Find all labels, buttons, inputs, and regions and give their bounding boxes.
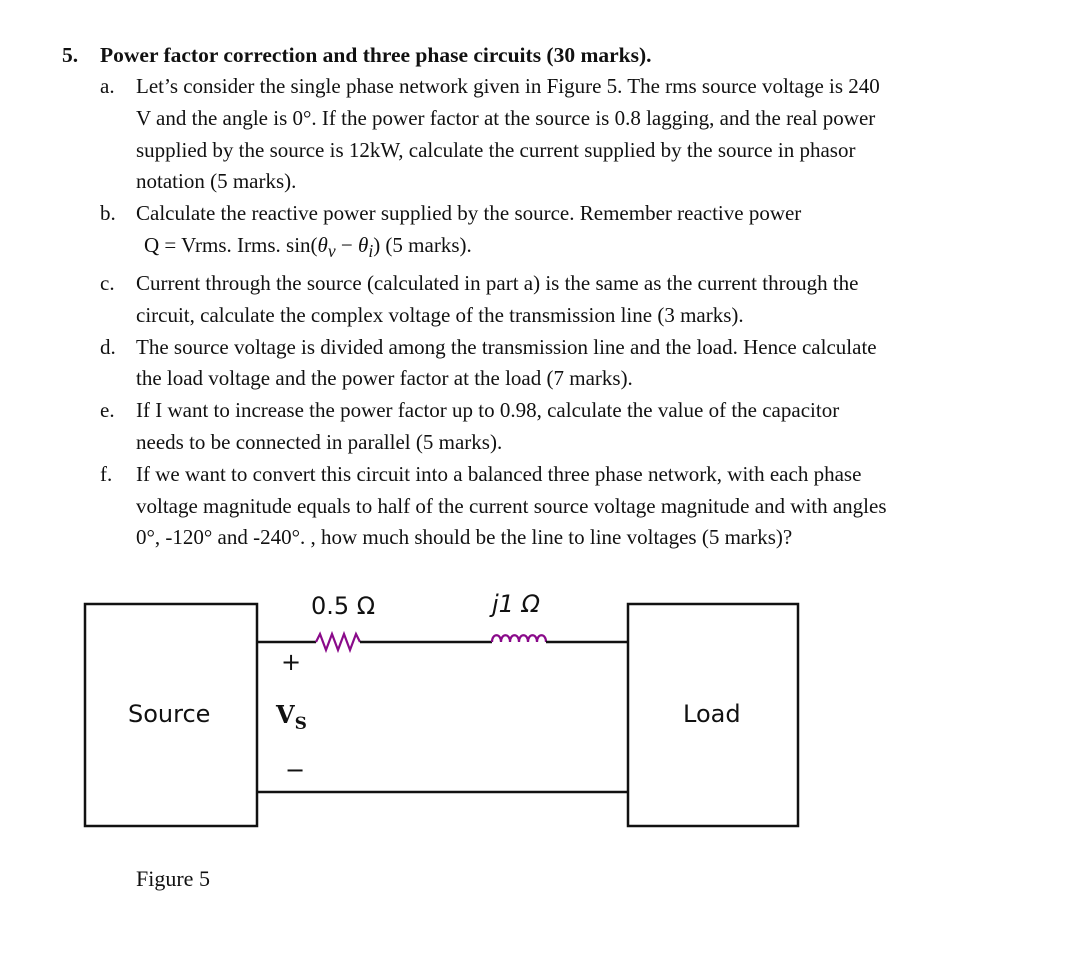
theta-i-sub: i bbox=[368, 241, 374, 262]
plus-sign: + bbox=[281, 648, 302, 676]
part-a-line-2: V and the angle is 0°. If the power factor at the source is 0.8 lagging, and the real power bbox=[136, 105, 876, 130]
minus-sign: − bbox=[285, 756, 306, 784]
question-parts bbox=[62, 71, 1022, 554]
part-c-line-1: Current through the source (calculated in part a) is the same as the current through the bbox=[136, 270, 859, 295]
formula-suffix: ) (5 marks). bbox=[373, 232, 472, 257]
part-d-line-1: The source voltage is divided among the transmission line and the load. Hence calculate bbox=[136, 334, 877, 359]
part-a-line-3: supplied by the source is 12kW, calculate the current supplied by the source in phasor bbox=[136, 137, 856, 162]
theta-v: θ bbox=[317, 232, 328, 257]
figure-caption: Figure 5 bbox=[136, 866, 210, 891]
vs-main: V bbox=[276, 700, 295, 729]
question-title bbox=[62, 40, 1022, 71]
circuit-diagram bbox=[0, 560, 1073, 966]
part-f-line-2: voltage magnitude equals to half of the current source voltage magnitude and with angles bbox=[136, 493, 887, 518]
part-d bbox=[62, 332, 1022, 396]
part-f bbox=[62, 459, 1022, 554]
source-voltage-label bbox=[276, 700, 307, 734]
part-letter: c. bbox=[100, 270, 115, 295]
load-label: Load bbox=[683, 700, 741, 728]
formula-prefix: Q = Vrms. Irms. sin( bbox=[144, 232, 318, 257]
part-e-line-2: needs to be connected in parallel (5 marks). bbox=[136, 429, 503, 454]
part-a bbox=[62, 71, 1022, 198]
inductor-symbol bbox=[492, 635, 546, 642]
figure-5-circuit bbox=[0, 560, 1073, 966]
question-5 bbox=[62, 40, 1022, 554]
part-letter: f. bbox=[100, 461, 113, 486]
vs-sub: S bbox=[294, 714, 307, 734]
theta-v-sub: v bbox=[327, 241, 336, 262]
resistor-label: 0.5 Ω bbox=[311, 592, 376, 620]
resistor-symbol bbox=[316, 634, 360, 650]
part-f-line-1: If we want to convert this circuit into a balanced three phase network, with each phase bbox=[136, 461, 862, 486]
part-e bbox=[62, 395, 1022, 459]
part-c bbox=[62, 268, 1022, 332]
question-title-text: Power factor correction and three phase circuits (30 marks). bbox=[100, 43, 652, 67]
question-number: 5. bbox=[62, 43, 79, 67]
part-f-line-3: 0°, -120° and -240°. , how much should be the line to line voltages (5 marks)? bbox=[136, 525, 793, 550]
part-a-line-1: Let’s consider the single phase network given in Figure 5. The rms source voltage is 240 bbox=[136, 74, 880, 98]
theta-i: θ bbox=[357, 232, 369, 257]
part-letter: e. bbox=[100, 398, 115, 423]
part-letter: b. bbox=[100, 201, 116, 226]
inductor-label: j1 Ω bbox=[492, 590, 540, 618]
part-c-line-2: circuit, calculate the complex voltage of the transmission line (3 marks). bbox=[136, 302, 744, 327]
part-a-line-4: notation (5 marks). bbox=[136, 169, 297, 194]
reactive-power-formula bbox=[136, 230, 1022, 268]
part-e-line-1: If I want to increase the power factor up to 0.98, calculate the value of the capacitor bbox=[136, 398, 840, 423]
part-b-line-1: Calculate the reactive power supplied by the source. Remember reactive power bbox=[136, 201, 802, 226]
formula-minus: − bbox=[335, 232, 358, 257]
part-letter: a. bbox=[100, 74, 115, 98]
part-letter: d. bbox=[100, 334, 116, 359]
part-b bbox=[62, 198, 1022, 268]
part-d-line-2: the load voltage and the power factor at the load (7 marks). bbox=[136, 366, 633, 391]
source-label: Source bbox=[128, 700, 211, 728]
